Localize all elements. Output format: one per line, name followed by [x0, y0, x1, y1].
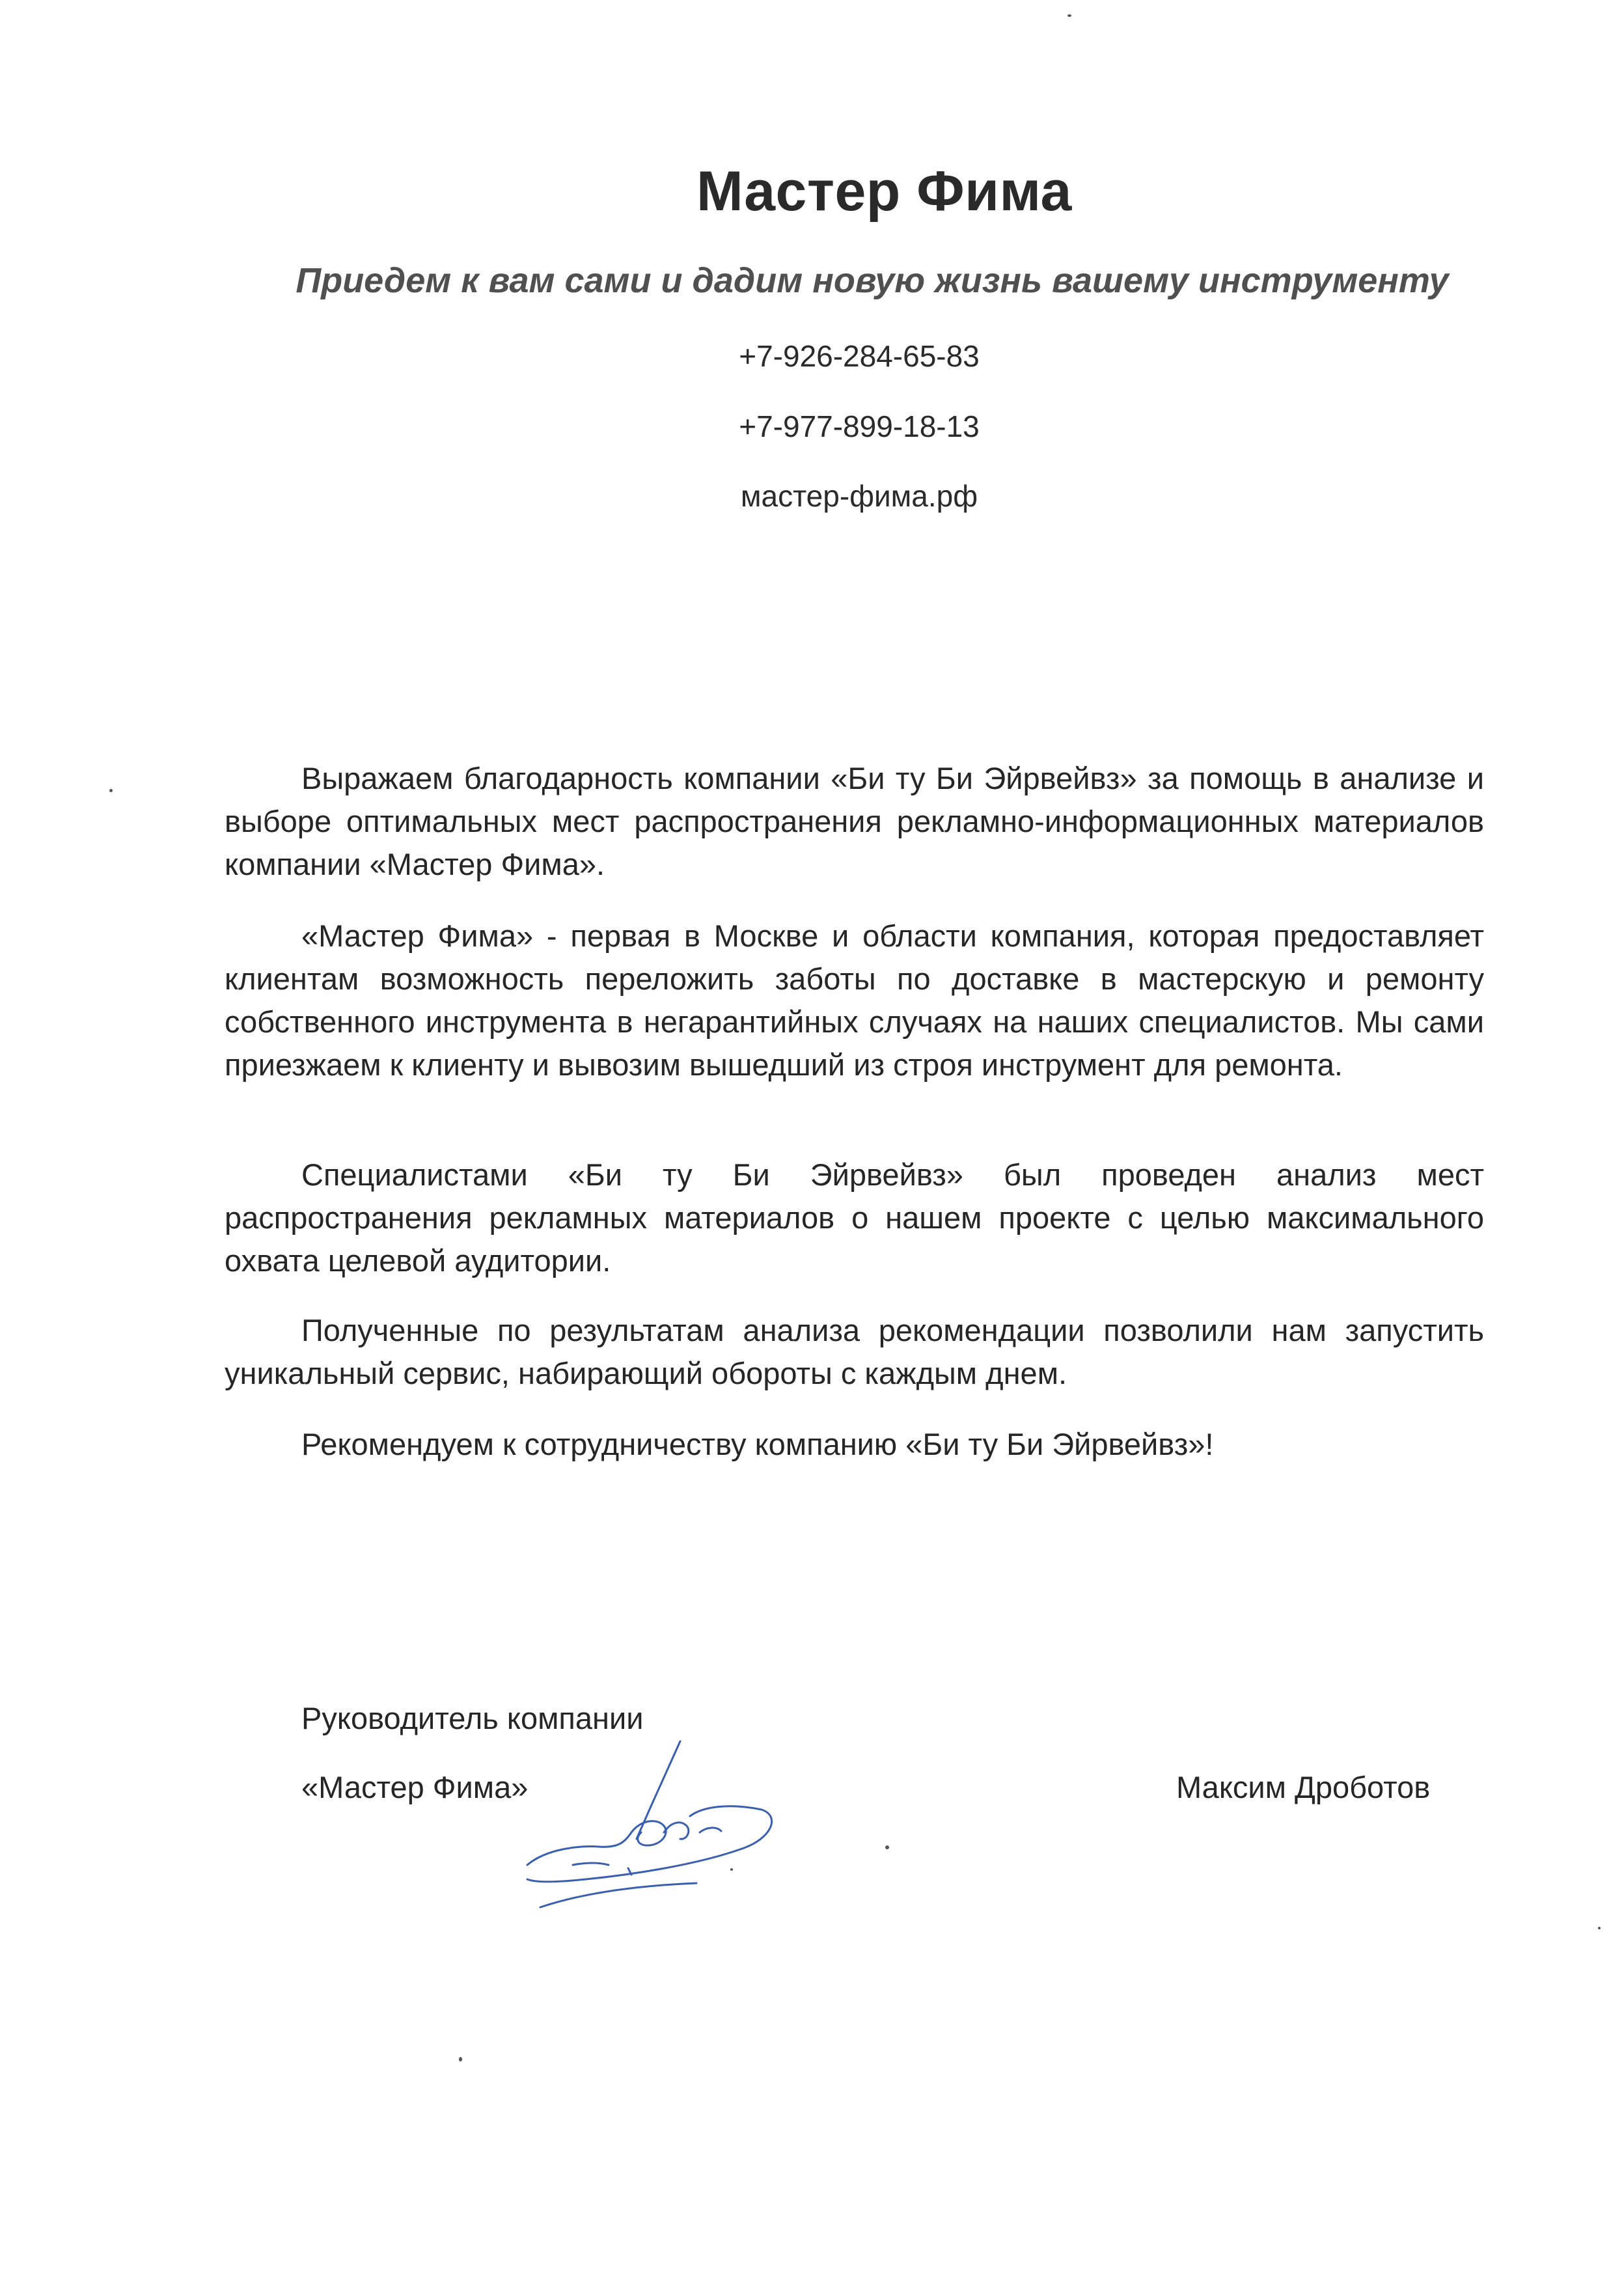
- signatory-name: Максим Дроботов: [1176, 1770, 1431, 1804]
- letter-paragraph: «Мастер Фима» - первая в Москве и области компания, которая предоставляет клиентам возможность переложить заботы по доставке в мастерскую и ремонту собственного инструмента в негарантийных случаях на наших специалистов. Мы сами приезжаем к клиенту и вывозим вышедший из строя инструмент для ремонта.: [225, 918, 1484, 1082]
- scan-speck: [109, 789, 113, 792]
- letter-paragraph: Рекомендуем к сотрудничеству компанию «Би ту Би Эйрвейвз»!: [301, 1427, 1214, 1461]
- letter-paragraph: Специалистами «Би ту Би Эйрвейвз» был проведен анализ мест распространения рекламных материалов о нашем проекте с целью максимального охвата целевой аудитории.: [225, 1157, 1484, 1278]
- scan-speck: [1598, 1927, 1601, 1929]
- signatory-company: «Мастер Фима»: [301, 1770, 529, 1804]
- signatory-role: Руководитель компании: [301, 1701, 644, 1735]
- company-slogan: Приедем к вам сами и дадим новую жизнь вашему инструменту: [296, 261, 1449, 300]
- handwritten-signature: [501, 1735, 781, 1911]
- phone-number-2: +7-977-899-18-13: [739, 409, 980, 443]
- scan-speck: [459, 2057, 462, 2062]
- letter-paragraph: Полученные по результатам анализа рекомендации позволили нам запустить уникальный сервис, набирающий обороты с каждым днем.: [225, 1313, 1484, 1390]
- company-title: Мастер Фима: [696, 160, 1072, 223]
- phone-number-1: +7-926-284-65-83: [739, 339, 980, 373]
- scan-speck: [730, 1868, 733, 1871]
- scan-speck: [1067, 14, 1071, 17]
- website-url: мастер-фима.рф: [740, 479, 978, 513]
- letter-paragraph: Выражаем благодарность компании «Би ту Би Эйрвейвз» за помощь в анализе и выборе оптимальных мест распространения рекламно-информационных материалов компании «Мастер Фима».: [225, 761, 1484, 881]
- scan-speck: [885, 1845, 889, 1849]
